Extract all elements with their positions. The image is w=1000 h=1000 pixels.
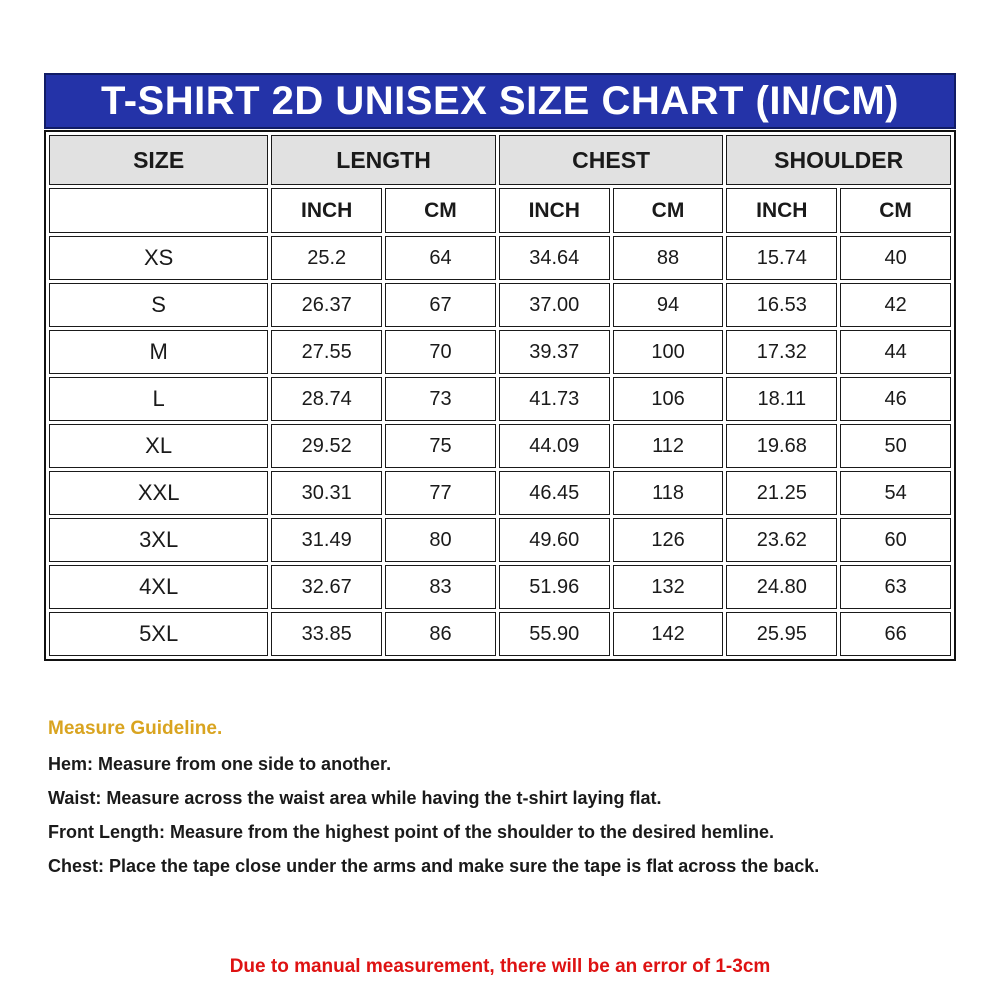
- length-cm-cell: 64: [385, 236, 496, 280]
- shoulder-cm-header: CM: [840, 188, 951, 233]
- length-inch-cell: 28.74: [271, 377, 382, 421]
- chest-cm-cell: 88: [613, 236, 724, 280]
- size-label-cell: XL: [49, 424, 268, 468]
- length-column-header: LENGTH: [271, 135, 496, 185]
- chest-cm-cell: 94: [613, 283, 724, 327]
- shoulder-cm-cell: 44: [840, 330, 951, 374]
- length-inch-cell: 32.67: [271, 565, 382, 609]
- guideline-label: Hem: [48, 754, 88, 774]
- shoulder-cm-cell: 50: [840, 424, 951, 468]
- shoulder-cm-cell: 63: [840, 565, 951, 609]
- chest-inch-header: INCH: [499, 188, 610, 233]
- shoulder-inch-cell: 18.11: [726, 377, 837, 421]
- guideline-text: : Measure from the highest point of the shoulder to the desired hemline.: [158, 822, 775, 842]
- shoulder-cm-cell: 42: [840, 283, 951, 327]
- size-column-header: SIZE: [49, 135, 268, 185]
- guideline-label: Chest: [48, 856, 99, 876]
- length-inch-cell: 33.85: [271, 612, 382, 656]
- size-label-cell: 5XL: [49, 612, 268, 656]
- shoulder-cm-cell: 66: [840, 612, 951, 656]
- chart-title-banner: T-SHIRT 2D UNISEX SIZE CHART (IN/CM): [44, 73, 956, 129]
- guideline-item-hem: [48, 754, 948, 775]
- chest-inch-cell: 46.45: [499, 471, 610, 515]
- length-inch-cell: 30.31: [271, 471, 382, 515]
- chest-cm-cell: 132: [613, 565, 724, 609]
- shoulder-inch-cell: 21.25: [726, 471, 837, 515]
- shoulder-inch-cell: 15.74: [726, 236, 837, 280]
- table-row: [49, 471, 951, 515]
- size-label-cell: XS: [49, 236, 268, 280]
- shoulder-inch-cell: 17.32: [726, 330, 837, 374]
- shoulder-inch-header: INCH: [726, 188, 837, 233]
- length-cm-cell: 83: [385, 565, 496, 609]
- length-inch-header: INCH: [271, 188, 382, 233]
- table-row: [49, 283, 951, 327]
- size-label-cell: M: [49, 330, 268, 374]
- shoulder-inch-cell: 16.53: [726, 283, 837, 327]
- length-cm-cell: 77: [385, 471, 496, 515]
- chest-cm-cell: 100: [613, 330, 724, 374]
- size-label-cell: 3XL: [49, 518, 268, 562]
- guideline-text: : Place the tape close under the arms and make sure the tape is flat across the back.: [98, 856, 820, 876]
- length-inch-cell: 29.52: [271, 424, 382, 468]
- length-inch-cell: 31.49: [271, 518, 382, 562]
- size-label-cell: 4XL: [49, 565, 268, 609]
- chest-inch-cell: 41.73: [499, 377, 610, 421]
- group-header-row: [49, 135, 951, 185]
- shoulder-cm-cell: 54: [840, 471, 951, 515]
- unit-header-row: [49, 188, 951, 233]
- chest-inch-cell: 51.96: [499, 565, 610, 609]
- guideline-text: : Measure from one side to another.: [87, 754, 392, 774]
- guideline-text: : Measure across the waist area while having the t-shirt laying flat.: [95, 788, 662, 808]
- length-inch-cell: 25.2: [271, 236, 382, 280]
- table-row: [49, 424, 951, 468]
- chest-cm-header: CM: [613, 188, 724, 233]
- shoulder-cm-cell: 60: [840, 518, 951, 562]
- length-cm-cell: 73: [385, 377, 496, 421]
- chest-cm-cell: 118: [613, 471, 724, 515]
- guideline-item-waist: [48, 788, 948, 809]
- table-row: [49, 518, 951, 562]
- size-label-cell: XXL: [49, 471, 268, 515]
- chest-inch-cell: 39.37: [499, 330, 610, 374]
- empty-corner-cell: [49, 188, 268, 233]
- shoulder-inch-cell: 23.62: [726, 518, 837, 562]
- chest-column-header: CHEST: [499, 135, 724, 185]
- shoulder-inch-cell: 24.80: [726, 565, 837, 609]
- guideline-label: Front Length: [48, 822, 159, 842]
- size-label-cell: L: [49, 377, 268, 421]
- length-cm-cell: 67: [385, 283, 496, 327]
- shoulder-column-header: SHOULDER: [726, 135, 951, 185]
- table-row: [49, 377, 951, 421]
- guideline-label: Waist: [48, 788, 96, 808]
- shoulder-inch-cell: 19.68: [726, 424, 837, 468]
- length-inch-cell: 27.55: [271, 330, 382, 374]
- guideline-item-front-length: [48, 822, 948, 843]
- measure-guideline-section: [48, 718, 948, 890]
- length-cm-cell: 80: [385, 518, 496, 562]
- chest-cm-cell: 126: [613, 518, 724, 562]
- chest-cm-cell: 106: [613, 377, 724, 421]
- length-inch-cell: 26.37: [271, 283, 382, 327]
- table-row: [49, 236, 951, 280]
- chest-inch-cell: 34.64: [499, 236, 610, 280]
- size-label-cell: S: [49, 283, 268, 327]
- table-row: [49, 330, 951, 374]
- table-row: [49, 565, 951, 609]
- length-cm-cell: 70: [385, 330, 496, 374]
- size-chart-table: [44, 130, 956, 661]
- length-cm-header: CM: [385, 188, 496, 233]
- chest-cm-cell: 142: [613, 612, 724, 656]
- shoulder-cm-cell: 46: [840, 377, 951, 421]
- chest-cm-cell: 112: [613, 424, 724, 468]
- size-chart-section: [44, 73, 956, 661]
- guideline-heading: Measure Guideline.: [48, 718, 223, 739]
- chest-inch-cell: 49.60: [499, 518, 610, 562]
- chest-inch-cell: 55.90: [499, 612, 610, 656]
- shoulder-cm-cell: 40: [840, 236, 951, 280]
- chest-inch-cell: 37.00: [499, 283, 610, 327]
- chest-inch-cell: 44.09: [499, 424, 610, 468]
- measurement-error-footnote: Due to manual measurement, there will be an error of 1-3cm: [229, 956, 771, 977]
- length-cm-cell: 75: [385, 424, 496, 468]
- shoulder-inch-cell: 25.95: [726, 612, 837, 656]
- guideline-item-chest: [48, 856, 948, 877]
- table-row: [49, 612, 951, 656]
- length-cm-cell: 86: [385, 612, 496, 656]
